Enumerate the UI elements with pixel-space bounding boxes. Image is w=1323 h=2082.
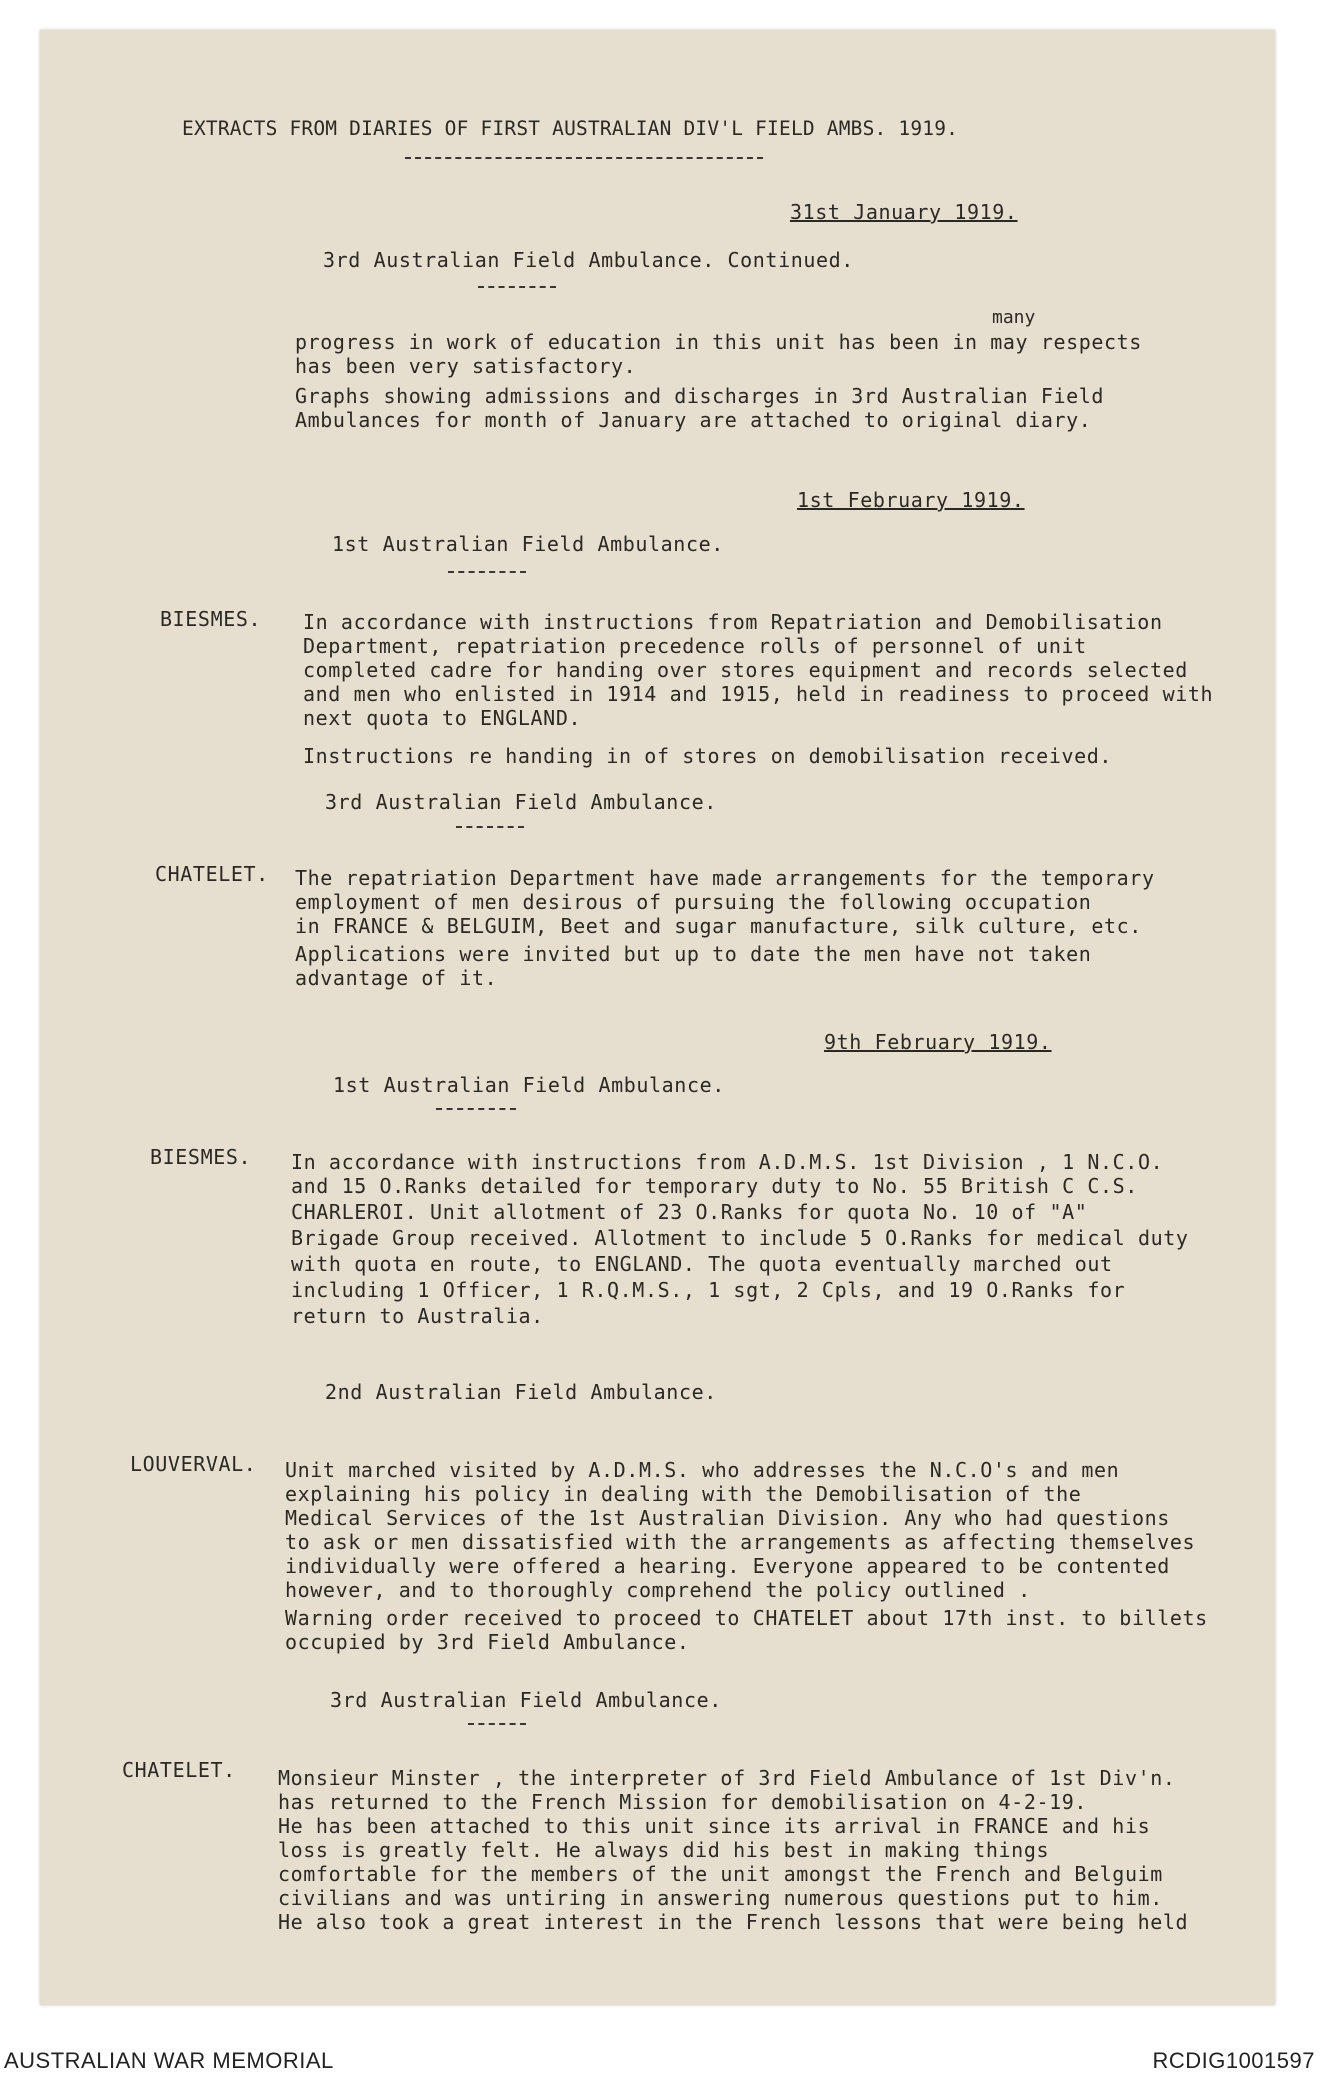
handwritten-insert: many bbox=[992, 307, 1036, 328]
diary-text-line: Medical Services of the 1st Australian Division. Any who had questions bbox=[285, 1506, 1170, 1530]
place-name: CHATELET. bbox=[122, 1758, 236, 1782]
diary-text-line: Instructions re handing in of stores on demobilisation received. bbox=[303, 744, 1113, 768]
footer-archive-name: AUSTRALIAN WAR MEMORIAL bbox=[4, 2048, 334, 2073]
diary-text-line: Monsieur Minster , the interpreter of 3rd Field Ambulance of 1st Div'n. bbox=[278, 1766, 1176, 1790]
unit-heading-underline bbox=[468, 1723, 526, 1725]
place-name: CHATELET. bbox=[155, 862, 269, 886]
diary-text-line: He has been attached to this unit since its arrival in FRANCE and his bbox=[278, 1814, 1151, 1838]
diary-text-line: has been very satisfactory. bbox=[295, 354, 637, 378]
diary-text-line: including 1 Officer, 1 R.Q.M.S., 1 sgt, 2 Cpls, and 19 O.Ranks for bbox=[291, 1278, 1126, 1302]
unit-heading-underline bbox=[448, 571, 526, 573]
diary-text-line: Unit marched visited by A.D.M.S. who addresses the N.C.O's and men bbox=[285, 1458, 1120, 1482]
diary-text-line: loss is greatly felt. He always did his best in making things bbox=[278, 1838, 1050, 1862]
diary-text-line: He also took a great interest in the French lessons that were being held bbox=[278, 1910, 1189, 1934]
unit-heading: 1st Australian Field Ambulance. bbox=[332, 532, 724, 556]
diary-text-line: return to Australia. bbox=[291, 1304, 544, 1328]
diary-text-line: individually were offered a hearing. Everyone appeared to be contented bbox=[285, 1554, 1170, 1578]
diary-text-line: and 15 O.Ranks detailed for temporary duty to No. 55 British C C.S. bbox=[291, 1174, 1138, 1198]
entry-date: 1st February 1919. bbox=[797, 488, 1025, 512]
page-title: EXTRACTS FROM DIARIES OF FIRST AUSTRALIAN DIV'L FIELD AMBS. 1919. bbox=[182, 117, 959, 140]
unit-heading: 1st Australian Field Ambulance. bbox=[333, 1073, 725, 1097]
diary-text-line: CHARLEROI. Unit allotment of 23 O.Ranks for quota No. 10 of "A" bbox=[291, 1200, 1088, 1224]
diary-text-line: employment of men desirous of pursuing the following occupation bbox=[295, 890, 1092, 914]
diary-text-line: Department, repatriation precedence rolls of personnel of unit bbox=[303, 634, 1087, 658]
diary-text-line: comfortable for the members of the unit amongst the French and Belguim bbox=[278, 1862, 1163, 1886]
unit-heading: 2nd Australian Field Ambulance. bbox=[325, 1380, 717, 1404]
unit-heading-underline bbox=[456, 826, 524, 828]
diary-text-line: to ask or men dissatisfied with the arrangements as affecting themselves bbox=[285, 1530, 1196, 1554]
diary-text-line: next quota to ENGLAND. bbox=[303, 706, 582, 730]
entry-date: 31st January 1919. bbox=[790, 200, 1018, 224]
diary-text-line: progress in work of education in this unit has been in may respects bbox=[295, 330, 1142, 354]
diary-text-line: Ambulances for month of January are attached to original diary. bbox=[295, 408, 1092, 432]
diary-text-line: completed cadre for handing over stores equipment and records selected bbox=[303, 658, 1188, 682]
diary-text-line: Graphs showing admissions and discharges in 3rd Australian Field bbox=[295, 384, 1105, 408]
unit-heading: 3rd Australian Field Ambulance. bbox=[325, 790, 717, 814]
diary-text-line: with quota en route, to ENGLAND. The quota eventually marched out bbox=[291, 1252, 1113, 1276]
diary-text-line: Warning order received to proceed to CHATELET about 17th inst. to billets bbox=[285, 1606, 1208, 1630]
diary-text-line: Applications were invited but up to date the men have not taken bbox=[295, 942, 1092, 966]
unit-heading: 3rd Australian Field Ambulance. bbox=[330, 1688, 722, 1712]
diary-text-line: and men who enlisted in 1914 and 1915, held in readiness to proceed with bbox=[303, 682, 1214, 706]
diary-text-line: civilians and was untiring in answering numerous questions put to him. bbox=[278, 1886, 1163, 1910]
diary-text-line: The repatriation Department have made arrangements for the temporary bbox=[295, 866, 1155, 890]
diary-text-line: explaining his policy in dealing with the Demobilisation of the bbox=[285, 1482, 1082, 1506]
unit-heading-underline bbox=[478, 286, 556, 288]
unit-heading-underline bbox=[436, 1108, 516, 1110]
diary-text-line: In accordance with instructions from A.D.M.S. 1st Division , 1 N.C.O. bbox=[291, 1150, 1164, 1174]
diary-text-line: however, and to thoroughly comprehend the policy outlined . bbox=[285, 1578, 1031, 1602]
place-name: BIESMES. bbox=[160, 607, 262, 631]
title-underline bbox=[405, 157, 763, 159]
unit-heading: 3rd Australian Field Ambulance. Continued. bbox=[323, 248, 854, 272]
place-name: BIESMES. bbox=[150, 1145, 252, 1169]
diary-text-line: advantage of it. bbox=[295, 966, 498, 990]
place-name: LOUVERVAL. bbox=[130, 1452, 257, 1476]
footer-record-id: RCDIG1001597 bbox=[1152, 2048, 1315, 2073]
diary-text-line: has returned to the French Mission for demobilisation on 4-2-19. bbox=[278, 1790, 1088, 1814]
diary-text-line: In accordance with instructions from Repatriation and Demobilisation bbox=[303, 610, 1163, 634]
diary-text-line: in FRANCE & BELGUIM, Beet and sugar manufacture, silk culture, etc. bbox=[295, 914, 1142, 938]
diary-text-line: Brigade Group received. Allotment to include 5 O.Ranks for medical duty bbox=[291, 1226, 1189, 1250]
diary-text-line: occupied by 3rd Field Ambulance. bbox=[285, 1630, 690, 1654]
entry-date: 9th February 1919. bbox=[824, 1030, 1052, 1054]
